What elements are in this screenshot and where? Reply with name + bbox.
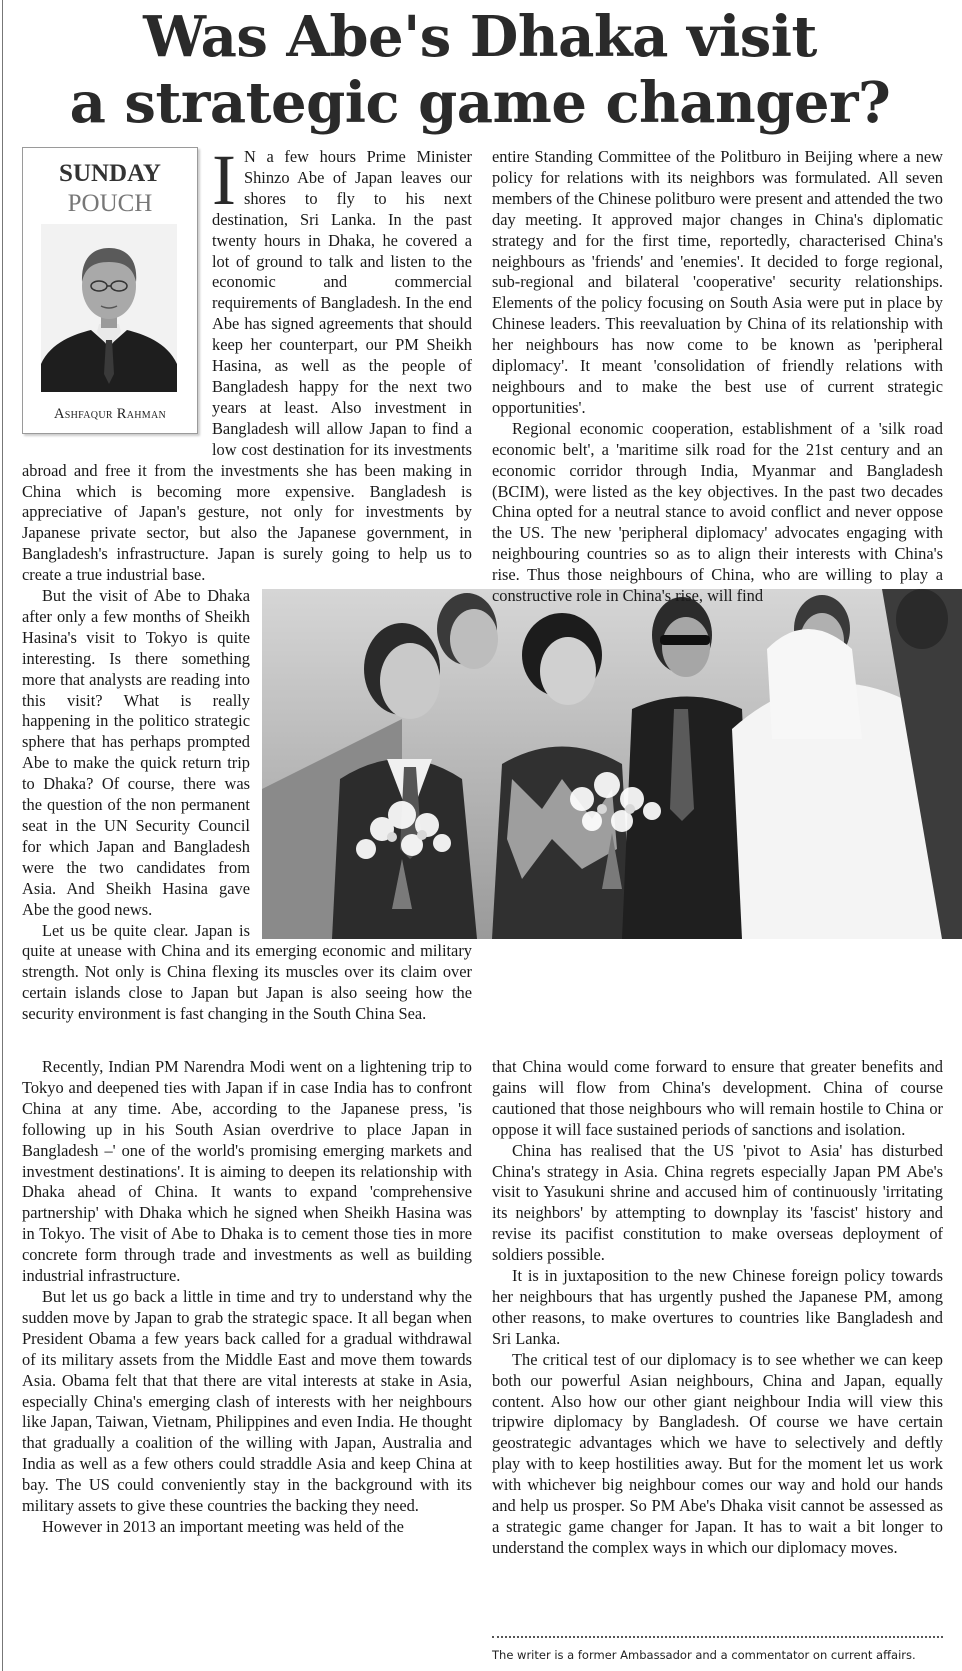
paragraph: Let us be quite clear. Japan is quite at unease with China and its emerging economic and military strength. Not only is China flexing its muscles over its claim over certain islands close to Japan but Japan is also seeing how the security environment is fast changing in the South China Sea.: [22, 920, 472, 1024]
paragraph: But let us go back a little in time and try to understand why the sudden move by Japan to grab the strategic space. It all began when President Obama a few years back called for a gradual withdrawal of its military assets from the Middle East and move them towards Asia. Obama felt that that there are vital interests at stake in Asia, especially China's emerging clash of interests with her neighbours like Japan, Taiwan, Vietnam, Philippines and even India. He thought that gradually a coalition of the willing with Japan, Australia and India as well as a few others could straddle Asia and keep China at bay. The US could conveniently stay in the background with its military assets to give these countries the backing they need.: [22, 1286, 472, 1516]
author-footnote: The writer is a former Ambassador and a commentator on current affairs.: [492, 1648, 916, 1662]
paragraph: that China would come forward to ensure that greater benefits and gains will flow from China's development. China of course cautioned that those neighbours who will remain hostile to China or oppose it will face sustained periods of sanctions and isolation.: [492, 1057, 943, 1139]
drop-cap: I: [212, 140, 236, 220]
headline-line-2: a strategic game changer?: [69, 70, 891, 136]
paragraph: China has realised that the US 'pivot to Asia' has disturbed China's strategy in Asia. China regrets especially Japan PM Abe's visit to Yasukuni shrine and accused him of continuously 'irritating its neighbors' by attempting to downplay its 'fascist' history and revise its pacifist constitution to make overseas deployment of soldiers possible.: [492, 1140, 943, 1265]
right-column-lower: [492, 1057, 943, 1559]
paragraph: It is in juxtaposition to the new Chinese foreign policy towards her neighbours that has urgently pushed the Japanese PM, among other reasons, to make overtures to countries like Bangladesh and Sri Lanka.: [492, 1266, 943, 1348]
paragraph: But the visit of Abe to Dhaka after only a few months of Sheikh Hasina's visit to Tokyo is quite interesting. Is there something more that analysts are reading into this visit? What is really happening in the politico strategic sphere that has perhaps prompted Abe to make the quick return trip to Dhaka? Of course, there was the question of the non permanent seat in the UN Security Council for which Japan and Bangladesh were the two candidates from Asia. And Sheikh Hasina gave Abe the good news.: [22, 586, 250, 919]
paragraph: N a few hours Prime Minister Shinzo Abe of Japan leaves our shores to fly to his next destination, Sri Lanka. In the past twenty hours in Dhaka, he covered a lot of ground to talk and listen to the economic and commercial requirements of Bangladesh. In the end Abe has signed agreements that should keep her counterpart, our PM Sheikh Hasina, as well as the people of Bangladesh happy for the next two years at least. Also investment in Bangladesh will allow Japan to find a low cost destination for its investments abroad and free it from the investments she has been making in China which is becoming more expensive. Bangladesh is appreciative of Japan's gesture, not only for investments by Japanese private sector, but also the Japanese government, in Bangladesh's infrastructure. Japan is surely going to help us to create a true industrial base.: [22, 147, 472, 585]
paragraph: Recently, Indian PM Narendra Modi went on a lightening trip to Tokyo and deepened ties with Japan if in case India has to confront China at any time. Abe, according to the Japanese press, 'is following up in his South Asian overdrive to place Japan in Bangladesh –' one of the world's promising emerging markets and investment destinations'. It is aiming to deepen its relationship with Dhaka ahead of China. It wants to expand 'comprehensive partnership' with Dhaka which he signed when Sheikh Hasina was in Tokyo. The visit of Abe to Dhaka is to cement those ties in more concrete form through trade and investments as well as building industrial infrastructure.: [22, 1057, 472, 1286]
right-column-upper: [492, 147, 943, 607]
page-margin-rule: [2, 0, 3, 1671]
column-byline-box: [22, 147, 198, 434]
press-photo-image: [262, 589, 962, 939]
paragraph: Regional economic cooperation, establishment of a 'silk road economic belt', a 'maritime silk road for the 21st century and an economic corridor through India, Myanmar and Bangladesh (BCIM), were listed as the key objectives. In the past two decades China opted for a neutral stance to avoid conflict and never oppose the US. The new 'peripheral diplomacy' advocates engaging with neighbouring countries so as to align their interests with China's rise. Thus those neighbours of China, who are willing to play a constructive role in China's rise, will find: [492, 418, 943, 606]
footer-divider: [492, 1636, 943, 1638]
headline-line-1: Was Abe's Dhaka visit: [143, 4, 817, 70]
column-title-sunday: SUNDAY: [59, 160, 161, 187]
paragraph: The critical test of our diplomacy is to see whether we can keep both our powerful Asian neighbours, China and Japan, equally content. Also how our other giant neighbour India will view this tripwire diplomacy by Bangladesh. Of course we have certain geostrategic advantages which we have to selectively and deftly play with to keep hostilities away. But for the moment let us work with whichever big neighbour comes our way and hold our hands and help us prosper. So PM Abe's Dhaka visit cannot be assessed as a strategic game changer for Japan. It has to wait a bit longer to understand the complex ways in which our diplomacy moves.: [492, 1349, 943, 1557]
press-photo: [262, 589, 962, 939]
left-column-lower: [22, 1057, 472, 1538]
left-column-upper: [22, 140, 472, 1025]
author-portrait: [41, 224, 177, 392]
headline: [20, 4, 940, 136]
author-name: Ashfaqur Rahman: [54, 406, 166, 422]
column-title-pouch: POUCH: [67, 190, 153, 217]
paragraph: However in 2013 an important meeting was held of the: [42, 1516, 404, 1536]
paragraph: entire Standing Committee of the Politburo in Beijing where a new policy for relations with its neighbors was formulated. All seven members of the Chinese politburo were present and attended the two day meeting. It approved major changes in China's diplomatic strategy and for the first time, reportedly, characterised China's neighbours as 'friends' and 'enemies'. It decided to forge regional, sub-regional and bilateral 'cooperative' security relationships. Elements of the policy focusing on South Asia were put in place by Chinese leaders. This reevaluation by China of its relationship with her neighbours has now come to be known as 'peripheral diplomacy'. It meant 'consolidation of friendly relations with neighbours and to make the best use of current strategic opportunities'.: [492, 147, 943, 417]
